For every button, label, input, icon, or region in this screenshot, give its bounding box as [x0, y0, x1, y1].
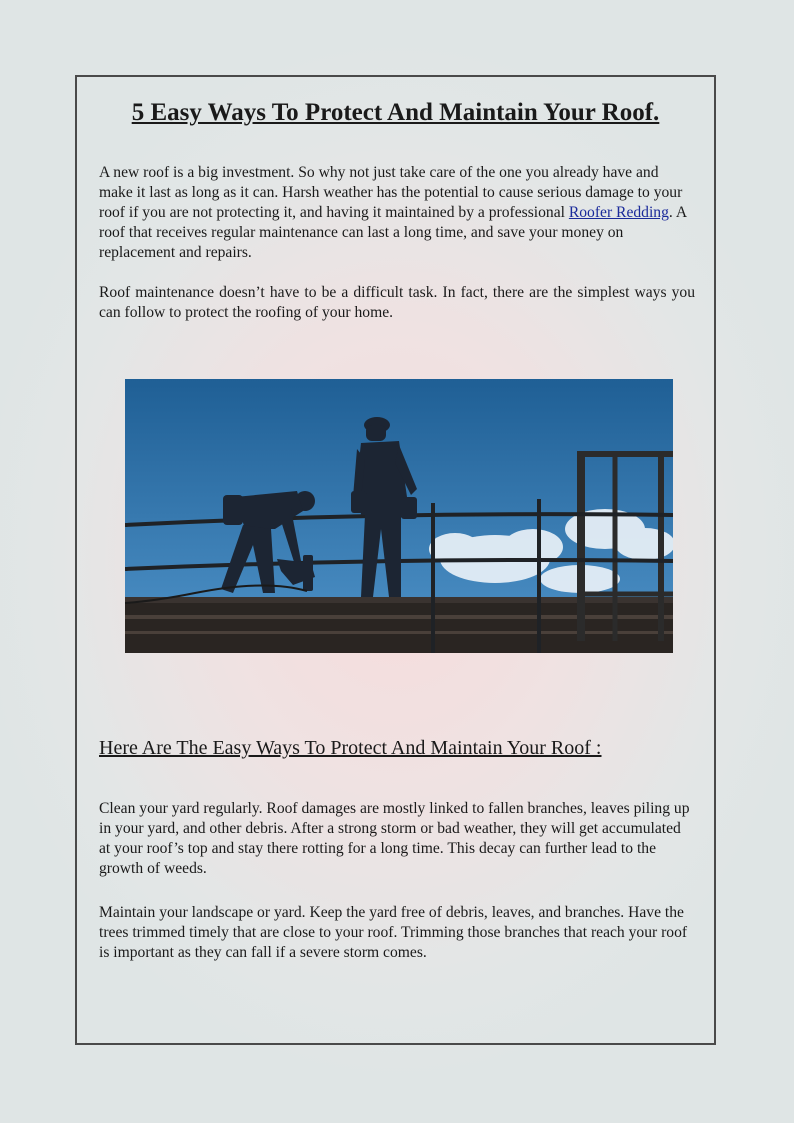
paragraph-maintain-landscape: Maintain your landscape or yard. Keep the yard free of debris, leaves, and branches. Have the trees trimmed timely that are close to your roof. Trimming those branches that reach your roof is important as they can fall if a severe storm comes.	[99, 904, 688, 961]
roofer-redding-link[interactable]: Roofer Redding	[568, 204, 669, 221]
document-frame	[75, 75, 716, 1045]
section-subheading: Here Are The Easy Ways To Protect And Maintain Your Roof :	[99, 737, 602, 759]
intro-text-end: . A roof that receives regular maintenance can last a long time, and save your money on replacement and repairs.	[99, 204, 687, 261]
roof-deck	[125, 599, 673, 653]
document-title: 5 Easy Ways To Protect And Maintain Your Roof.	[131, 99, 660, 126]
roofers-photo	[125, 379, 673, 653]
paragraph-clean-yard: Clean your yard regularly. Roof damages are mostly linked to fallen branches, leaves piling up in your yard, and other debris. After a strong storm or bad weather, they will get accumulated at your roof’s top and stay there rotting for a long time. This decay can further lead to the growth of weeds.	[99, 800, 690, 877]
intro-paragraph	[99, 163, 695, 263]
intro-text-start: A new roof is a big investment. So why not just take care of the one you already have and make it last as long as it can. Harsh weather has the potential to cause serious damage to your roof if you are not protecting it, and having it maintained by a professional	[99, 164, 683, 221]
paragraph-roof-maintenance: Roof maintenance doesn’t have to be a difficult task. In fact, there are the simplest ways you can follow to protect the roofing of your home.	[99, 284, 695, 321]
